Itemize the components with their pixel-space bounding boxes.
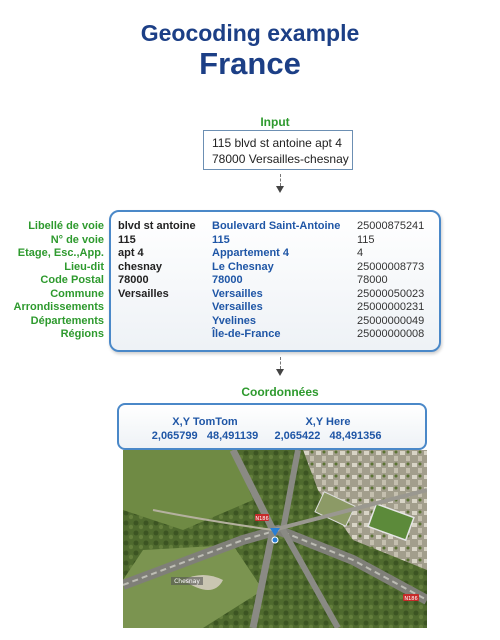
arrow-down-1 — [280, 174, 282, 186]
here-coordinates — [268, 415, 388, 443]
tomtom-y: 48,491139 — [206, 430, 259, 442]
arrow-head-2 — [276, 369, 284, 376]
input-box — [203, 130, 353, 170]
raw-value-1: 115 — [118, 233, 136, 246]
raw-value-6 — [118, 301, 196, 315]
here-header: X,Y Here — [305, 416, 351, 428]
field-label-8: Régions — [60, 328, 104, 340]
field-label-3: Lieu-dit — [64, 260, 104, 273]
normalized-value-2: Appartement 4 — [212, 247, 290, 259]
normalized-value-8: Île-de-France — [212, 328, 281, 340]
normalized-value-1: 115 — [212, 233, 230, 246]
field-label-6: Arrondissements — [13, 301, 104, 313]
coordinates-label: Coordonnées — [241, 385, 319, 399]
raw-value-2: apt 4 — [118, 247, 144, 259]
normalized-value-6: Versailles — [212, 301, 263, 313]
here-x: 2,065422 — [274, 430, 321, 442]
code-value-2: 4 — [357, 247, 364, 259]
here-y: 48,491356 — [329, 430, 382, 442]
normalized-value-7: Yvelines — [212, 314, 257, 327]
raw-value-3: chesnay — [118, 260, 163, 273]
page-subtitle: France — [199, 46, 301, 81]
tomtom-header: X,Y TomTom — [172, 416, 238, 428]
raw-value-5: Versailles — [118, 287, 169, 300]
field-label-5: Commune — [50, 287, 104, 300]
field-label-2: Etage, Esc.,App. — [17, 247, 104, 259]
normalized-value-5: Versailles — [212, 287, 263, 300]
raw-value-4: 78000 — [118, 274, 149, 286]
tomtom-coordinates — [150, 415, 260, 443]
normalized-value-4: 78000 — [212, 274, 243, 286]
field-label-1: N° de voie — [50, 233, 104, 246]
code-value-7: 25000000049 — [357, 314, 425, 327]
aerial-map-image — [123, 450, 427, 628]
input-line-2: 78000 Versailles-chesnay — [212, 152, 349, 166]
normalized-value-3: Le Chesnay — [212, 260, 274, 273]
normalized-values-column — [212, 220, 340, 342]
raw-value-7 — [118, 315, 196, 329]
field-labels — [14, 220, 104, 342]
arrow-head-1 — [276, 186, 284, 193]
code-value-6: 25000000231 — [357, 301, 425, 313]
place-label: Chesnay — [174, 578, 200, 585]
code-value-4: 78000 — [357, 274, 388, 286]
road-label-n186-1-text: N186 — [255, 516, 269, 522]
raw-values-column — [118, 220, 196, 342]
code-value-5: 25000050023 — [357, 287, 425, 300]
arrow-down-2 — [280, 357, 282, 369]
code-value-8: 25000000008 — [357, 328, 425, 340]
field-label-4: Code Postal — [40, 274, 104, 286]
input-label: Input — [260, 115, 290, 129]
normalized-value-0: Boulevard Saint-Antoine — [212, 220, 341, 232]
tomtom-x: 2,065799 — [151, 430, 198, 442]
raw-value-8 — [118, 328, 196, 342]
code-value-3: 25000008773 — [357, 260, 425, 273]
field-label-7: Départements — [30, 314, 104, 327]
code-value-1: 115 — [357, 233, 375, 246]
field-label-0: Libellé de voie — [28, 220, 104, 232]
road-label-n186-2-text: N186 — [404, 596, 418, 602]
page-title: Geocoding example — [140, 20, 360, 46]
code-value-0: 25000875241 — [357, 220, 425, 232]
codes-column — [357, 220, 424, 342]
input-line-1: 115 blvd st antoine apt 4 — [212, 136, 342, 150]
raw-value-0: blvd st antoine — [118, 220, 196, 232]
aerial-map[interactable] — [123, 450, 427, 628]
